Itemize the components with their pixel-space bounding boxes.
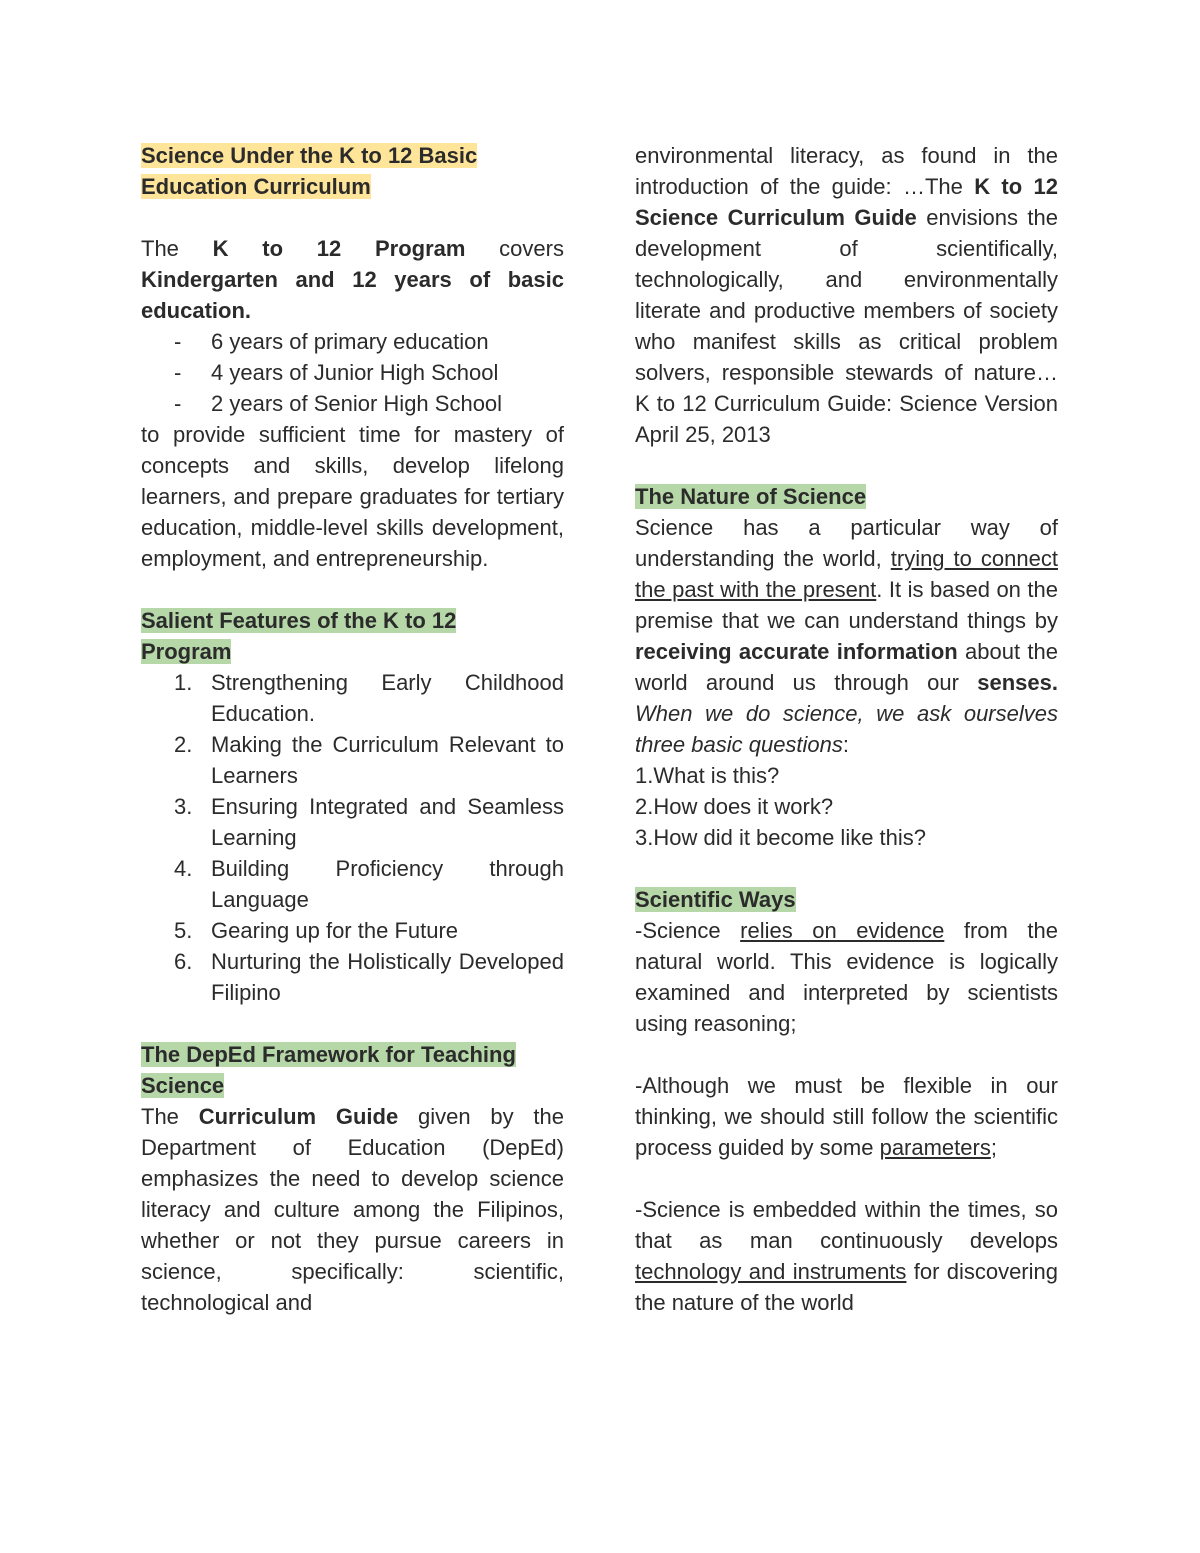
ways-paragraph-3: -Science is embedded within the times, so that as man continuously develops technology and instruments for discovering the nature of the world bbox=[635, 1197, 1058, 1315]
heading-highlight: Science Under the K to 12 Basic bbox=[141, 143, 478, 168]
list-item: 4. Building Proficiency through Language bbox=[174, 856, 564, 912]
heading-nature-of-science: The Nature of Science bbox=[635, 484, 867, 509]
nature-paragraph: Science has a particular way of understanding the world, trying to connect the past with the present. It is based on the premise that we can understand things by receiving accurate information about the world around us through our senses. When we do science, we ask ourselves three basic questions: bbox=[635, 515, 1058, 757]
deped-paragraph: The Curriculum Guide given by the Department of Education (DepEd) emphasizes the need to develop science literacy and culture among the Filipinos, whether or not they pursue careers in science, specifically: scientific, technological and bbox=[141, 1104, 565, 1315]
question-item: 3.How did it become like this? bbox=[635, 825, 927, 850]
intro-paragraph: The K to 12 Program covers Kindergarten and 12 years of basic education. bbox=[141, 236, 564, 323]
right-column bbox=[635, 140, 1058, 1318]
heading-scientific-ways: Scientific Ways bbox=[635, 887, 796, 912]
heading-salient-features: Salient Features of the K to 12 Program bbox=[141, 608, 457, 664]
purpose-paragraph: to provide sufficient time for mastery of concepts and skills, develop lifelong learners, and prepare graduates for tertiary education, middle-level skills development, employment, and entrepreneurship. bbox=[141, 422, 564, 571]
list-item: 3. Ensuring Integrated and Seamless Learning bbox=[174, 794, 564, 850]
list-item: - 4 years of Junior High School bbox=[174, 360, 499, 385]
ways-paragraph-2: -Although we must be flexible in our thinking, we should still follow the scientific process guided by some parameters; bbox=[635, 1073, 1058, 1160]
question-item: 1.What is this? bbox=[635, 763, 780, 788]
features-list bbox=[141, 667, 564, 1008]
list-item: 2. Making the Curriculum Relevant to Learners bbox=[174, 732, 564, 788]
list-item: 6. Nurturing the Holistically Developed Filipino bbox=[174, 949, 564, 1005]
left-column bbox=[141, 140, 564, 1318]
list-item: - 6 years of primary education bbox=[174, 329, 489, 354]
heading-deped-framework: The DepEd Framework for Teaching Science bbox=[141, 1042, 516, 1098]
list-item: - 2 years of Senior High School bbox=[174, 391, 503, 416]
heading-science-k12 bbox=[141, 140, 564, 202]
list-item: 5. Gearing up for the Future bbox=[174, 918, 459, 943]
list-item: 1. Strengthening Early Childhood Education. bbox=[174, 670, 564, 726]
ways-paragraph-1: -Science relies on evidence from the natural world. This evidence is logically examined and interpreted by scientists using reasoning; bbox=[635, 918, 1058, 1036]
continuation-paragraph: environmental literacy, as found in the introduction of the guide: …The K to 12 Science Curriculum Guide envisions the development of scientifically, technologically, and environmentally literate and productive members of society who manifest skills as critical problem solvers, responsible stewards of nature… K to 12 Curriculum Guide: Science Version April 25, 2013 bbox=[635, 143, 1059, 447]
question-item: 2.How does it work? bbox=[635, 794, 834, 819]
heading-highlight: Education Curriculum bbox=[141, 174, 371, 199]
years-list bbox=[141, 326, 564, 419]
